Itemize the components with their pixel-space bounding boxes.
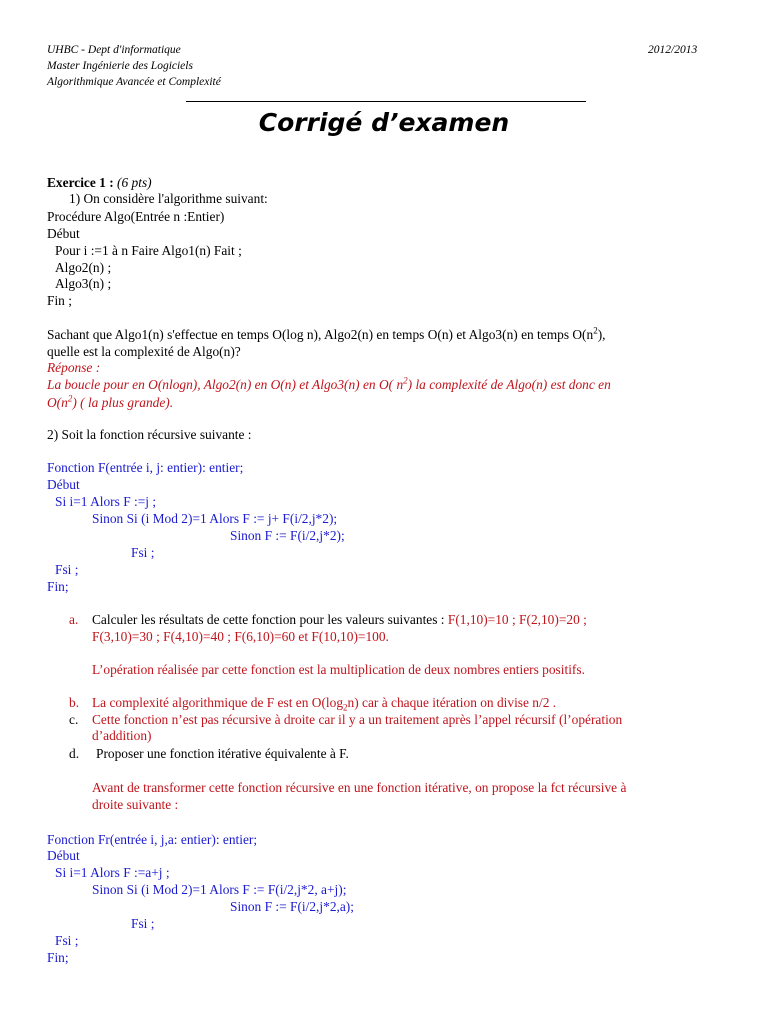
- reponse-exponent: 2: [67, 393, 73, 404]
- q1-question-text: Sachant que Algo1(n) s'effectue en temps O(log n), Algo2(n) en temps O(n) et Algo3(n) en temps O(n: [47, 327, 594, 342]
- reponse-text: O(n: [47, 395, 68, 410]
- reponse-exponent: 2: [403, 375, 408, 386]
- item-a-operation: L’opération réalisée par cette fonction est la multiplication de deux nombres entiers positifs.: [92, 662, 585, 677]
- item-a-answer2: F(3,10)=30 ; F(4,10)=40 ; F(6,10)=60 et F(10,10)=100.: [92, 629, 389, 644]
- code-line: Fsi ;: [55, 562, 79, 577]
- reponse-label: Réponse :: [47, 360, 101, 375]
- q1-question-line2: quelle est la complexité de Algo(n)?: [47, 344, 241, 359]
- code-line: Début: [47, 477, 80, 492]
- item-c-label: c.: [69, 712, 79, 727]
- exercise-heading: [47, 175, 152, 191]
- code-line: Sinon F := F(i/2,j*2,a);: [230, 899, 354, 914]
- header-course: Algorithmique Avancée et Complexité: [47, 76, 221, 88]
- exercise-label: Exercice 1 :: [47, 175, 114, 190]
- code-line: Sinon F := F(i/2,j*2);: [230, 528, 345, 543]
- code-line: Si i=1 Alors F :=a+j ;: [55, 865, 170, 880]
- item-d-label: d.: [69, 746, 80, 761]
- item-d-answer1: Avant de transformer cette fonction récursive en une fonction itérative, on propose la fct récursive à: [92, 780, 627, 795]
- code-line: Fsi ;: [55, 933, 79, 948]
- code-line: Fsi ;: [131, 916, 155, 931]
- code-line: Sinon Si (i Mod 2)=1 Alors F := F(i/2,j*2, a+j);: [92, 882, 347, 897]
- algo-line: Algo2(n) ;: [55, 260, 112, 275]
- item-a-answer: F(1,10)=10 ; F(2,10)=20 ;: [447, 612, 587, 627]
- code-line: Fonction Fr(entrée i, j,a: entier): entier;: [47, 832, 258, 847]
- item-c-text2: d’addition): [92, 728, 152, 743]
- item-b-label: b.: [69, 695, 80, 710]
- page-title: Corrigé d’examen: [258, 108, 510, 137]
- q2-intro: 2) Soit la fonction récursive suivante :: [47, 427, 252, 442]
- item-d-answer2: droite suivante :: [92, 797, 179, 812]
- item-a-text: [92, 612, 587, 628]
- q1-exponent: 2: [593, 325, 598, 336]
- item-a-question: Calculer les résultats de cette fonction pour les valeurs suivantes :: [92, 612, 445, 627]
- header-year: 2012/2013: [648, 44, 698, 56]
- code-line: Sinon Si (i Mod 2)=1 Alors F := j+ F(i/2,j*2);: [92, 511, 338, 526]
- reponse-text-end: ) ( la plus grande).: [72, 395, 174, 410]
- item-b-text-start: La complexité algorithmique de F est en O(log: [92, 695, 344, 710]
- q1-question-end: ),: [597, 327, 606, 342]
- algo-line: Début: [47, 226, 80, 241]
- code-line: Fin;: [47, 579, 69, 594]
- code-line: Début: [47, 848, 80, 863]
- algo-line: Fin ;: [47, 293, 72, 308]
- item-b-text-end: n) car à chaque itération on divise n/2 .: [347, 695, 557, 710]
- algo-line: Pour i :=1 à n Faire Algo1(n) Fait ;: [55, 243, 242, 258]
- exercise-points: (6 pts): [117, 175, 152, 190]
- reponse-line2: [47, 395, 173, 411]
- item-d-text: Proposer une fonction itérative équivalente à F.: [96, 746, 349, 761]
- header-master: Master Ingénierie des Logiciels: [47, 60, 193, 72]
- reponse-line1: [47, 377, 611, 393]
- code-line: Fsi ;: [131, 545, 155, 560]
- q1-intro: 1) On considère l'algorithme suivant:: [69, 191, 268, 206]
- header-org: UHBC - Dept d'informatique: [47, 44, 181, 56]
- code-line: Fin;: [47, 950, 69, 965]
- item-b-subscript: 2: [343, 702, 348, 713]
- reponse-text: La boucle pour en O(nlogn), Algo2(n) en O(n) et Algo3(n) en O( n: [47, 377, 404, 392]
- item-c-text1: Cette fonction n’est pas récursive à droite car il y a un traitement après l’appel récursif (l’opération: [92, 712, 623, 727]
- item-a-label: a.: [69, 612, 79, 627]
- reponse-text-end: ) la complexité de Algo(n) est donc en: [407, 377, 611, 392]
- q1-question: [47, 327, 606, 343]
- item-b-text: [92, 695, 556, 711]
- algo-line: Algo3(n) ;: [55, 276, 112, 291]
- header-rule: [186, 101, 586, 102]
- algo-line: Procédure Algo(Entrée n :Entier): [47, 209, 225, 224]
- code-line: Si i=1 Alors F :=j ;: [55, 494, 157, 509]
- code-line: Fonction F(entrée i, j: entier): entier;: [47, 460, 244, 475]
